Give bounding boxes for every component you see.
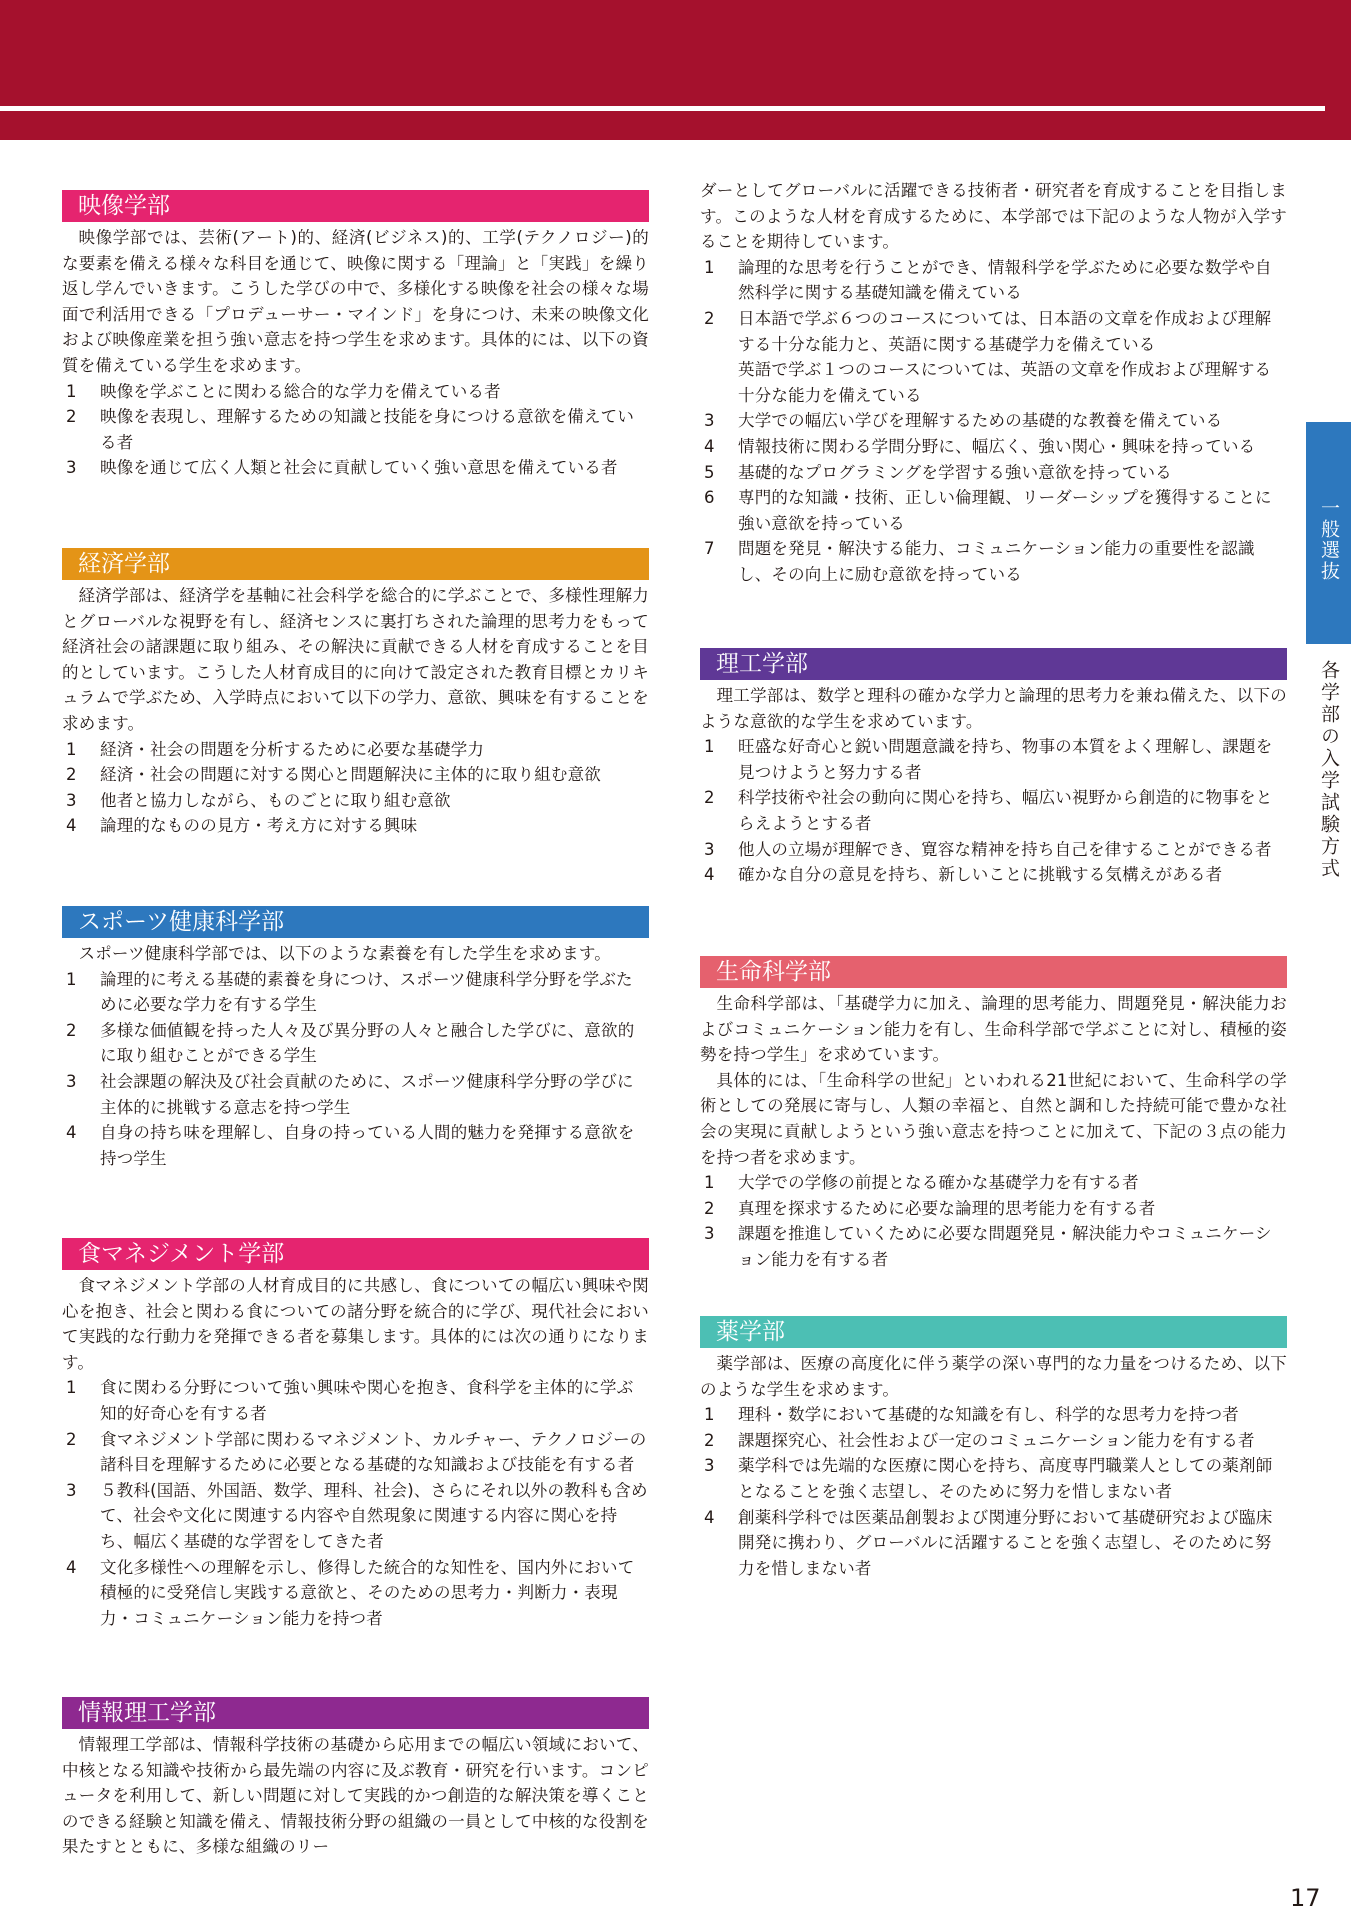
list-item: 1 大学での学修の前提となる確かな基礎学力を有する者: [704, 1173, 1139, 1193]
list-item: 4 論理的なものの見方・考え方に対する興味: [66, 816, 418, 836]
section-eizou: [62, 190, 649, 481]
list-item: 3 課題を推進していくために必要な問題発見・解決能力やコミュニケーション能力を有する者: [704, 1224, 1272, 1269]
section-heading: 経済学部: [62, 548, 649, 580]
header-band: [0, 0, 1351, 140]
list-item: 2 多様な価値観を持った人々及び異分野の人々と融合した学びに、意欲的に取り組むことができる学生: [66, 1020, 635, 1066]
list-item: 3 他人の立場が理解でき、寛容な精神を持ち自己を律することができる者: [704, 839, 1272, 859]
side-tab-label: 一般選抜: [1318, 498, 1340, 582]
section-jouhou-cont: [700, 178, 1287, 588]
item-list: [700, 1402, 1287, 1581]
section-text: 食マネジメント学部の人材育成目的に共感し、食についての幅広い興味や関心を抱き、社会と関わる食についての諸分野を統合的に学び、現代社会において実践的な行動力を発揮できる者を募集します。具体的には次の通りになります。: [62, 1276, 649, 1372]
list-item: 英語で学ぶ１つのコースについては、英語の文章を作成および理解する十分な能力を備えている: [738, 360, 1272, 405]
item-list: [700, 1170, 1287, 1272]
section-keizai: [62, 548, 649, 839]
list-item: 2 科学技術や社会の動向に関心を持ち、幅広い視野から創造的に物事をとらえようとする者: [704, 788, 1273, 833]
section-heading: 薬学部: [700, 1316, 1287, 1348]
list-item: 3 ５教科(国語、外国語、数学、理科、社会)、さらにそれ以外の教科も含めて、社会や文化に関連する内容や自然現象に関連する内容に関心を持ち、幅広く基礎的な学習をしてきた者: [66, 1480, 648, 1551]
list-item: 2 真理を探求するために必要な論理的思考能力を有する者: [704, 1198, 1156, 1218]
list-item: 1 論理的に考える基礎的素養を身につけ、スポーツ健康科学分野を学ぶために必要な学力を有する学生: [66, 969, 633, 1015]
section-text: 経済学部は、経済学を基軸に社会科学を総合的に学ぶことで、多様性理解力とグローバルな視野を有し、経済センスに裏打ちされた論理的思考力をもって経済社会の諸課題に取り組み、その解決に貢献できる人材を育成することを目的としています。こうした人材育成目的に向けて設定された教育目標とカリキュラムで学ぶため、入学時点において以下の学力、意欲、興味を有することを求めます。: [62, 586, 649, 733]
side-tab[interactable]: [1306, 422, 1351, 644]
list-item: 5 基礎的なプログラミングを学習する強い意欲を持っている: [704, 462, 1172, 482]
section-text: 生命科学部は、「基礎学力に加え、論理的思考能力、問題発見・解決能力およびコミュニケーション能力を有し、生命科学部で学ぶことに対し、積極的姿勢を持つ学生」を求めています。: [700, 994, 1287, 1065]
section-jouhou: [62, 1697, 649, 1860]
section-heading: 情報理工学部: [62, 1697, 649, 1729]
section-shoku: [62, 1238, 649, 1631]
list-item: 1 映像を学ぶことに関わる総合的な学力を備えている者: [66, 381, 501, 401]
section-text-2: 具体的には、「生命科学の世紀」といわれる21世紀において、生命科学の学術としての発展に寄与し、人類の幸福と、自然と調和した持続可能で豊かな社会の実現に貢献しようという強い意志を持つことに加えて、下記の３点の能力を持つ者を求めます。: [700, 1070, 1287, 1167]
item-list: [62, 379, 649, 481]
list-item: 1 旺盛な好奇心と鋭い問題意識を持ち、物事の本質をよく理解し、課題を見つけようと努力する者: [704, 737, 1273, 782]
list-item: 1 論理的な思考を行うことができ、情報科学を学ぶために必要な数学や自然科学に関する基礎知識を備えている: [704, 257, 1272, 303]
item-list: [700, 734, 1287, 888]
list-item: 1 理科・数学において基礎的な知識を有し、科学的な思考力を持つ者: [704, 1405, 1239, 1425]
list-item: 3 薬学科では先端的な医療に関心を持ち、高度専門職業人としての薬剤師となることを強く志望し、そのために努力を惜しまない者: [704, 1456, 1273, 1501]
list-item: 3 社会課題の解決及び社会貢献のために、スポーツ健康科学分野の学びに主体的に挑戦する意志を持つ学生: [66, 1071, 634, 1117]
section-text: スポーツ健康科学部では、以下のような素養を有した学生を求めます。: [78, 944, 611, 963]
list-item: 4 情報技術に関わる学問分野に、幅広く、強い関心・興味を持っている: [704, 436, 1256, 456]
list-item: 1 食に関わる分野について強い興味や関心を抱き、食科学を主体的に学ぶ知的好奇心を有する者: [66, 1378, 634, 1423]
list-item: 4 確かな自分の意見を持ち、新しいことに挑戦する気構えがある者: [704, 865, 1223, 885]
side-section-label: 各学部の入学試験方式: [1318, 660, 1340, 880]
section-yaku: [700, 1316, 1287, 1581]
section-seimei: [700, 956, 1287, 1273]
section-text: 情報理工学部は、情報科学技術の基礎から応用までの幅広い領域において、中核となる知識や技術から最先端の内容に及ぶ教育・研究を行います。コンピュータを利用して、新しい問題に対して実践的かつ創造的な解決策を導くことのできる経験と知識を備え、情報技術分野の組織の一員として中核的な役割を果たすとともに、多様な組織のリー: [62, 1735, 649, 1857]
section-heading: 生命科学部: [700, 956, 1287, 988]
section-text-continued: ダーとしてグローバルに活躍できる技術者・研究者を育成することを目指します。このような人材を育成するために、本学部では下記のような人物が入学することを期待しています。: [700, 181, 1287, 252]
list-item: 4 文化多様性への理解を示し、修得した統合的な知性を、国内外において積極的に受発信し実践する意欲と、そのための思考力・判断力・表現力・コミュニケーション能力を持つ者: [66, 1557, 635, 1628]
list-item: 1 経済・社会の問題を分析するために必要な基礎学力: [66, 739, 485, 759]
section-heading: 食マネジメント学部: [62, 1238, 649, 1270]
list-item: 2 経済・社会の問題に対する関心と問題解決に主体的に取り組む意欲: [66, 765, 601, 785]
header-rule: [0, 106, 1325, 111]
section-sports: [62, 906, 649, 1171]
list-item: 4 創薬科学科では医薬品創製および関連分野において基礎研究および臨床開発に携わり、グローバルに活躍することを強く志望し、そのために努力を惜しまない者: [704, 1507, 1273, 1578]
list-item: 2 食マネジメント学部に関わるマネジメント、カルチャー、テクノロジーの諸科目を理解するために必要となる基礎的な知識および技能を有する者: [66, 1429, 647, 1475]
section-heading: 理工学部: [700, 648, 1287, 680]
item-list: [700, 255, 1287, 588]
list-item: 3 映像を通じて広く人類と社会に貢献していく強い意思を備えている者: [66, 458, 618, 478]
list-item: 3 大学での幅広い学びを理解するための基礎的な教養を備えている: [704, 411, 1223, 431]
item-list: [62, 737, 649, 839]
item-list: [62, 1375, 649, 1631]
section-text: 映像学部では、芸術(アート)的、経済(ビジネス)的、工学(テクノロジー)的な要素を備える様々な科目を通じて、映像に関する「理論」と「実践」を繰り返し学んでいきます。こうした学びの中で、多様化する映像を社会の様々な場面で利活用できる「プロデューサー・マインド」を身につけ、未来の映像文化および映像産業を担う強い意志を持つ学生を求めます。具体的には、以下の資質を備えている学生を求めます。: [62, 228, 649, 375]
section-heading: 映像学部: [62, 190, 649, 222]
list-item: 7 問題を発見・解決する能力、コミュニケーション能力の重要性を認識し、その向上に励む意欲を持っている: [704, 539, 1255, 584]
list-item: 2 映像を表現し、理解するための知識と技能を身につける意欲を備えている者: [66, 407, 635, 452]
list-item: 3 他者と協力しながら、ものごとに取り組む意欲: [66, 790, 451, 810]
list-item: 2 課題探究心、社会性および一定のコミュニケーション能力を有する者: [704, 1430, 1255, 1450]
list-item: 2 日本語で学ぶ６つのコースについては、日本語の文章を作成および理解する十分な能力と、英語に関する基礎学力を備えている: [704, 308, 1272, 354]
list-item: 6 専門的な知識・技術、正しい倫理観、リーダーシップを獲得することに強い意欲を持っている: [704, 488, 1272, 533]
item-list: [62, 967, 649, 1172]
section-heading: スポーツ健康科学部: [62, 906, 649, 938]
list-item: 4 自身の持ち味を理解し、自身の持っている人間的魅力を発揮する意欲を持つ学生: [66, 1123, 635, 1168]
section-text: 薬学部は、医療の高度化に伴う薬学の深い専門的な力量をつけるため、以下のような学生を求めます。: [700, 1354, 1287, 1399]
page-number: 17: [1290, 1884, 1321, 1912]
section-text: 理工学部は、数学と理科の確かな学力と論理的思考力を兼ね備えた、以下のような意欲的な学生を求めています。: [700, 686, 1287, 731]
section-rikou: [700, 648, 1287, 888]
